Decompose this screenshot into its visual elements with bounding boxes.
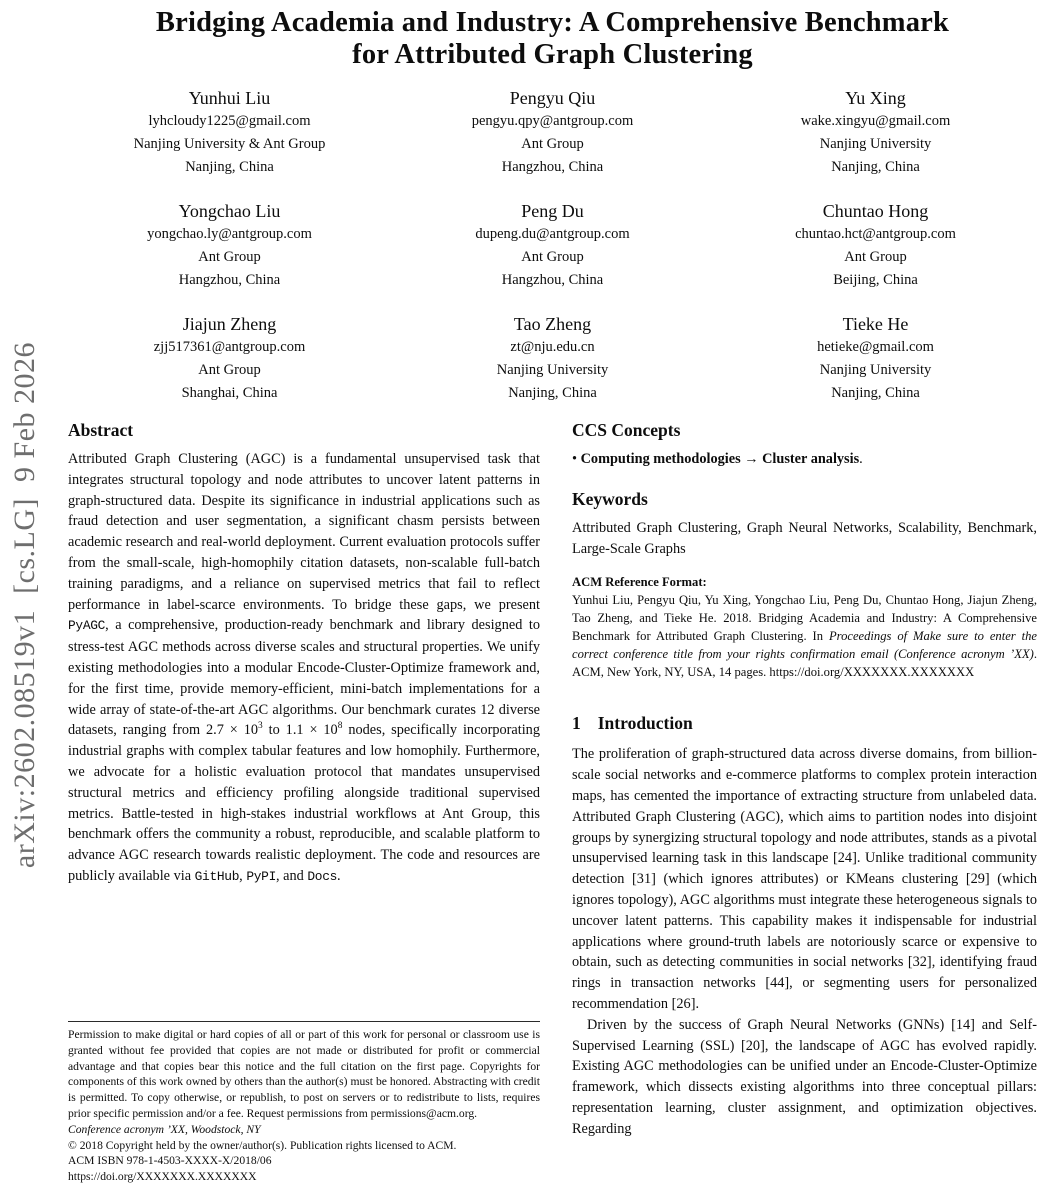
author-name: Yu Xing: [845, 88, 906, 108]
right-column: [572, 419, 1037, 1140]
acm-reference-text: Yunhui Liu, Pengyu Qiu, Yu Xing, Yongchao Liu, Peng Du, Chuntao Hong, Jiajun Zheng, Tao Zheng, and Tieke He. 2018. Bridging Academia and Industry: A Comprehensive Benchmark for Attributed Graph Clustering. In Proceedings of Make sure to enter the correct conference title from your rights confirmation email (Conference acronym ’XX). ACM, New York, NY, USA, 14 pages. https://doi.org/XXXXXXX.XXXXXXX: [572, 593, 1037, 680]
keywords-heading: Keywords: [572, 488, 648, 509]
author-city: Hangzhou, China: [501, 159, 604, 175]
author-name: Tao Zheng: [513, 314, 592, 334]
arxiv-watermark: arXiv:2602.08519v1 [cs.LG] 9 Feb 2026: [8, 341, 41, 869]
author-affiliation: Nanjing University: [819, 136, 932, 152]
author-city: Nanjing, China: [831, 159, 920, 175]
author-block: [391, 86, 714, 179]
author-block: [68, 86, 391, 179]
ccs-heading: CCS Concepts: [572, 420, 681, 440]
author-name: Tieke He: [842, 314, 909, 334]
section-number: 1: [572, 713, 581, 734]
author-email: chuntao.hct@antgroup.com: [795, 226, 956, 242]
author-block: [391, 312, 714, 405]
author-name: Pengyu Qiu: [509, 88, 596, 108]
author-affiliation: Nanjing University: [819, 362, 932, 378]
paper-title: [68, 7, 1037, 71]
author-email: pengyu.qpy@antgroup.com: [471, 113, 634, 129]
author-block: [714, 312, 1037, 405]
isbn-line: ACM ISBN 978-1-4503-XXXX-X/2018/06: [68, 1154, 272, 1168]
author-block: [391, 199, 714, 292]
author-city: Hangzhou, China: [178, 272, 281, 288]
author-affiliation: Nanjing University: [496, 362, 609, 378]
keywords-text: Attributed Graph Clustering, Graph Neural Networks, Scalability, Benchmark, Large-Scale Graphs: [572, 519, 1037, 557]
author-affiliation: Ant Group: [521, 249, 584, 265]
author-affiliation: Ant Group: [198, 249, 261, 265]
copyright-line: © 2018 Copyright held by the owner/author(s). Publication rights licensed to ACM.: [68, 1138, 457, 1152]
author-email: hetieke@gmail.com: [817, 339, 934, 355]
paper-title-line-1: Bridging Academia and Industry: A Comprehensive Benchmark: [155, 7, 950, 38]
introduction-heading: [572, 711, 1037, 735]
author-affiliation: Nanjing University & Ant Group: [133, 136, 326, 152]
abstract-heading: Abstract: [68, 420, 134, 440]
author-city: Nanjing, China: [831, 385, 920, 401]
author-name: Chuntao Hong: [822, 201, 929, 221]
author-email: zjj517361@antgroup.com: [153, 339, 306, 355]
author-affiliation: Ant Group: [521, 136, 584, 152]
authors-grid: [68, 86, 1037, 405]
author-email: wake.xingyu@gmail.com: [800, 113, 951, 129]
author-email: zt@nju.edu.cn: [510, 339, 595, 355]
paper-title-line-2: for Attributed Graph Clustering: [352, 39, 753, 70]
acm-reference-section: [572, 573, 1037, 681]
intro-paragraph-2: Driven by the success of Graph Neural Networks (GNNs) [14] and Self-Supervised Learning (SSL) [20], the landscape of AGC has evolved rapidly. Existing AGC methodologies can be unified under an Encode-Cluster-Optimize framework, which dissects existing algorithms into three conceptual pillars: representation learning, cluster assignment, and optimization objectives. Regarding: [572, 1016, 1037, 1137]
author-affiliation: Ant Group: [844, 249, 907, 265]
author-email: yongchao.ly@antgroup.com: [147, 226, 312, 242]
author-name: Yunhui Liu: [188, 88, 271, 108]
permission-text: Permission to make digital or hard copies of all or part of this work for personal or classroom use is granted without fee provided that copies are not made or distributed for profit or commercial advantage and that copies bear this notice and the full citation on the first page. Copyrights for components of this work owned by others than the author(s) must be honored. Abstracting with credit is permitted. To copy otherwise, or republish, to post on servers or to redistribute to lists, requires prior specific permission and/or a fee. Request permissions from permissions@acm.org.: [68, 1028, 540, 1120]
author-name: Jiajun Zheng: [182, 314, 277, 334]
author-city: Nanjing, China: [185, 159, 274, 175]
author-affiliation: Ant Group: [198, 362, 261, 378]
ccs-text: • Computing methodologies → Cluster analysis.: [572, 451, 863, 467]
section-title: Introduction: [597, 713, 693, 734]
author-block: [68, 199, 391, 292]
author-email: dupeng.du@antgroup.com: [475, 226, 630, 242]
acm-reference-label: ACM Reference Format:: [572, 575, 707, 590]
footnote-block: [68, 1021, 540, 1185]
author-city: Shanghai, China: [181, 385, 278, 401]
conference-line: Conference acronym ’XX, Woodstock, NY: [68, 1122, 261, 1136]
intro-paragraph-1: The proliferation of graph-structured data across diverse domains, from billion-scale social networks and e-commerce platforms to complex protein interaction maps, has cemented the importance of extracting structure from unlabeled data. Attributed Graph Clustering (AGC), which aims to partition nodes into disjoint groups by synergizing structural topology and node attributes, stands as a pivotal unsupervised learning task in this landscape [24]. Unlike traditional community detection [31] (which ignores attributes) or KMeans clustering [29] (which ignores topology), AGC algorithms must integrate these heterogeneous signals to uncover latent patterns. This capability makes it indispensable for industrial applications where ground-truth labels are notoriously scarce or expensive to obtain, such as detecting communities in social networks [32], identifying fraud rings in transaction networks [44], or segmenting users for personalized recommendation [26].: [572, 746, 1037, 1012]
author-block: [714, 86, 1037, 179]
author-email: lyhcloudy1225@gmail.com: [148, 113, 311, 129]
author-name: Yongchao Liu: [178, 201, 281, 221]
author-city: Hangzhou, China: [501, 272, 604, 288]
author-city: Beijing, China: [833, 272, 918, 288]
author-block: [68, 312, 391, 405]
doi-line: https://doi.org/XXXXXXX.XXXXXXX: [68, 1170, 257, 1184]
author-block: [714, 199, 1037, 292]
author-name: Peng Du: [521, 201, 584, 221]
author-city: Nanjing, China: [508, 385, 597, 401]
abstract-text: Attributed Graph Clustering (AGC) is a fundamental unsupervised task that integrates structural topology and node attributes to uncover latent patterns in graph-structured data. Despite its significance in industrial applications such as fraud detection and user segmentation, a significant chasm persists between academic research and real-world deployment. Current evaluation protocols suffer from the small-scale, high-homophily citation datasets, non-scalable full-batch training paradigms, and a reliance on supervised metrics that fail to reflect performance in label-scarce environments. To bridge these gaps, we present PyAGC, a comprehensive, production-ready benchmark and library designed to stress-test AGC methods across diverse scales and structural properties. We unify existing methodologies into a modular Encode-Cluster-Optimize framework and, for the first time, provide memory-efficient, mini-batch implementations for a wide array of state-of-the-art AGC algorithms. Our benchmark curates 12 diverse datasets, ranging from $2.7 \times 10^3$ to $1.1 \times 10^8$ nodes, specifically incorporating industrial graphs with complex tabular features and low homophily. Furthermore, we advocate for a holistic evaluation protocol that mandates unsupervised structural metrics and efficiency profiling alongside traditional supervised metrics. Battle-tested in high-stakes industrial workflows at Ant Group, this benchmark offers the community a robust, reproducible, and scalable platform to advance AGC research towards realistic deployment. The code and resources are publicly available via GitHub, PyPI, and Docs.: [68, 451, 540, 884]
